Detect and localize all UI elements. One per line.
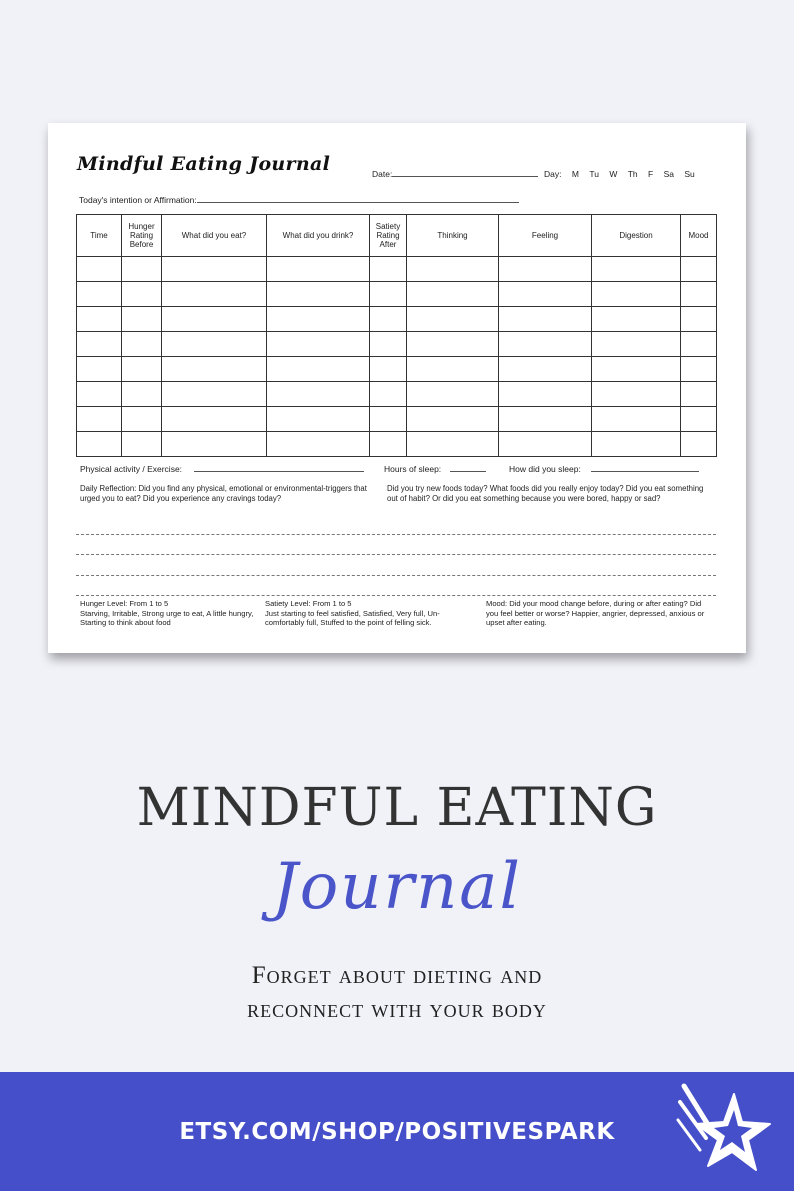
writing-line bbox=[76, 554, 716, 555]
shooting-star-icon bbox=[676, 1078, 774, 1184]
table-row bbox=[77, 332, 717, 357]
journal-sheet bbox=[48, 123, 746, 653]
table-body bbox=[77, 257, 717, 457]
hunger-legend-body: Starving, Irritable, Strong urge to eat, A little hungry, Starting to think about food bbox=[80, 608, 254, 627]
intention-line bbox=[197, 202, 519, 203]
table-row bbox=[77, 357, 717, 382]
tagline-line-2: reconnect with your body bbox=[247, 996, 547, 1023]
activity-field bbox=[80, 464, 364, 474]
table-row bbox=[77, 382, 717, 407]
intention-field bbox=[79, 195, 519, 205]
sleep-quality-field bbox=[509, 464, 699, 474]
column-header-hunger: Hunger Rating Before bbox=[122, 215, 162, 257]
date-label: Date: bbox=[372, 169, 393, 179]
sleep-hours-field bbox=[384, 464, 486, 474]
activity-line bbox=[194, 471, 364, 472]
activity-label: Physical activity / Exercise: bbox=[80, 464, 183, 474]
tagline-line-1: Forget about dieting and bbox=[251, 962, 543, 989]
date-field bbox=[372, 169, 538, 179]
column-header-time: Time bbox=[77, 215, 122, 257]
column-header-food: What did you eat? bbox=[162, 215, 267, 257]
meal-log-table bbox=[76, 214, 717, 457]
column-header-satiety: Satiety Rating After bbox=[370, 215, 407, 257]
table-header-row bbox=[77, 215, 717, 257]
column-header-mood: Mood bbox=[681, 215, 717, 257]
table-row bbox=[77, 407, 717, 432]
shop-url[interactable]: ETSY.COM/SHOP/POSITIVESPARK bbox=[179, 1119, 615, 1145]
writing-line bbox=[76, 595, 716, 596]
day-option: Su bbox=[684, 169, 695, 179]
table-row bbox=[77, 282, 717, 307]
satiety-legend bbox=[265, 599, 477, 628]
sleep-hours-line bbox=[450, 471, 486, 472]
column-header-feeling: Feeling bbox=[499, 215, 592, 257]
table-row bbox=[77, 307, 717, 332]
table-row bbox=[77, 432, 717, 457]
sleep-hours-label: Hours of sleep: bbox=[384, 464, 442, 474]
column-header-thinking: Thinking bbox=[407, 215, 499, 257]
main-heading: MINDFUL EATING bbox=[136, 778, 658, 838]
day-selector bbox=[544, 169, 695, 179]
shop-banner bbox=[0, 1072, 794, 1191]
writing-line bbox=[76, 575, 716, 576]
hunger-legend-title: Hunger Level: From 1 to 5 bbox=[80, 599, 169, 608]
satiety-legend-body: Just starting to feel satisfied, Satisfied, Very full, Un-comfortably full, Stuffed to the point of felling sick. bbox=[265, 608, 440, 627]
column-header-drink: What did you drink? bbox=[267, 215, 370, 257]
day-option: Tu bbox=[589, 169, 599, 179]
day-option: Sa bbox=[663, 169, 674, 179]
date-line bbox=[392, 176, 538, 177]
column-header-digestion: Digestion bbox=[592, 215, 681, 257]
intention-label: Today's intention or Affirmation: bbox=[79, 195, 197, 205]
table-row bbox=[77, 257, 717, 282]
journal-title: Mindful Eating Journal bbox=[77, 153, 331, 175]
day-option: Th bbox=[627, 169, 638, 179]
day-option: W bbox=[609, 169, 618, 179]
script-heading: Journal bbox=[272, 850, 522, 924]
reflection-prompt-triggers: Daily Reflection: Did you find any physical, emotional or environmental-triggers that urged you to eat? Did you experience any cravings today? bbox=[80, 484, 367, 503]
satiety-legend-title: Satiety Level: From 1 to 5 bbox=[265, 599, 352, 608]
sleep-quality-line bbox=[591, 471, 699, 472]
mood-legend: Mood: Did your mood change before, during or after eating? Did you feel better or worse? Happier, angrier, depressed, anxious or upset after eating. bbox=[486, 599, 705, 627]
writing-line bbox=[76, 534, 716, 535]
sleep-quality-label: How did you sleep: bbox=[509, 464, 581, 474]
day-option: M bbox=[571, 169, 579, 179]
reflection-prompt-foods: Did you try new foods today? What foods did you really enjoy today? Did you eat something out of habit? Or did you eat something because you were bored, happy or sad? bbox=[387, 484, 704, 503]
day-label: Day: bbox=[544, 169, 562, 179]
day-option: F bbox=[648, 169, 654, 179]
hunger-legend bbox=[80, 599, 260, 628]
